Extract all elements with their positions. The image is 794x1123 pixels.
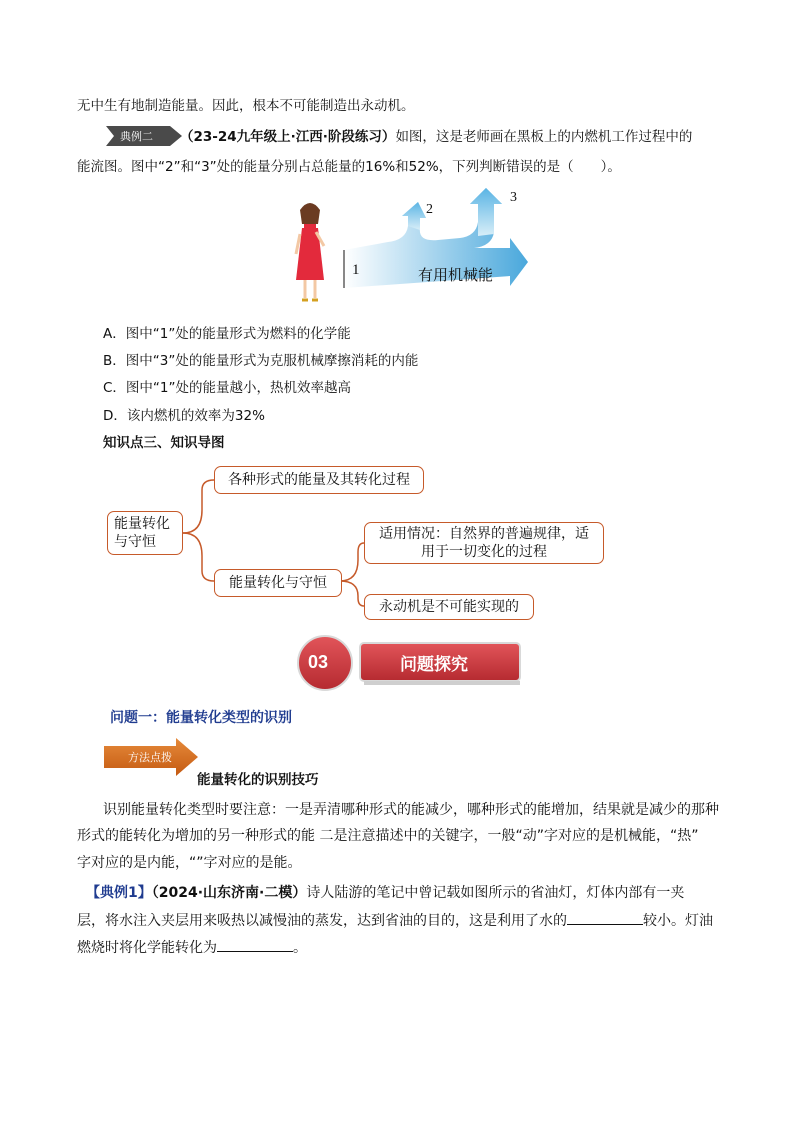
mindmap-branch-2: 能量转化与守恒 [214, 569, 342, 597]
option-c: C．图中“1”处的能量越小，热机效率越高 [103, 380, 352, 396]
knowledge-heading: 知识点三、知识导图 [103, 435, 225, 451]
flow-arrow-text: 有用机械能 [418, 266, 494, 284]
section-title: 问题探究 [400, 655, 468, 675]
flow-label-2: 2 [426, 202, 433, 217]
section-banner [294, 635, 526, 695]
example2-text1: 如图，这是老师画在黑板上的内燃机工作过程中的 [395, 129, 693, 145]
flow-label-3: 3 [510, 190, 517, 205]
problem1-heading: 问题一：能量转化类型的识别 [110, 710, 292, 726]
example1-line-3: 燃烧时将化学能转化为 。 [77, 937, 307, 958]
example2-line2: 能流图。图中“2”和“3”处的能量分别占总能量的16%和52%，下列判断错误的是（ ）。 [77, 159, 621, 175]
method-para-line-3: 字对应的是内能，“”字对应的是能。 [77, 855, 302, 871]
method-tag: 方法点拨 [104, 738, 200, 776]
mindmap-leaf-2: 永动机是不可能实现的 [364, 594, 534, 620]
mindmap-leaf-1: 适用情况：自然界的普遍规律，适 用于一切变化的过程 [364, 522, 604, 564]
example2-source: （23-24九年级上·江西·阶段练习） [180, 129, 396, 145]
section-number: 03 [308, 652, 329, 672]
option-d: D．该内燃机的效率为32% [103, 408, 265, 424]
method-para-line-2: 形式的能转化为增加的另一种形式的能 二是注意描述中的关键字，一般“动”字对应的是机械能，“热” [77, 828, 699, 844]
example1-line-2: 层，将水注入夹层用来吸热以减慢油的蒸发，达到省油的目的，这是利用了水的 较小。灯油 [77, 910, 713, 931]
mindmap-root: 能量转化 与守恒 [107, 511, 183, 555]
option-b: B．图中“3”处的能量形式为克服机械摩擦消耗的内能 [103, 353, 419, 369]
option-a: A．图中“1”处的能量形式为燃料的化学能 [103, 326, 351, 342]
flow-label-1: 1 [352, 262, 360, 278]
mindmap-branch-1: 各种形式的能量及其转化过程 [214, 466, 424, 494]
answer-blank-2[interactable] [217, 937, 293, 952]
answer-blank-1[interactable] [567, 910, 643, 925]
method-title: 能量转化的识别技巧 [197, 772, 319, 788]
example1-text1: 诗人陆游的笔记中曾记载如图所示的省油灯，灯体内部有一夹 [306, 885, 685, 901]
example1-tag: 【典例1】 [86, 885, 152, 901]
example1-line-1 [86, 883, 684, 903]
top-line: 无中生有地制造能量。因此，根本不可能制造出永动机。 [77, 98, 415, 114]
method-para-line-1: 识别能量转化类型时要注意：一是弄清哪种形式的能减少，哪种形式的能增加，结果就是减少的那种 [103, 802, 719, 818]
example2-tag: 典例二 [106, 122, 186, 150]
example1-source: （2024·山东济南·二模） [151, 885, 307, 901]
